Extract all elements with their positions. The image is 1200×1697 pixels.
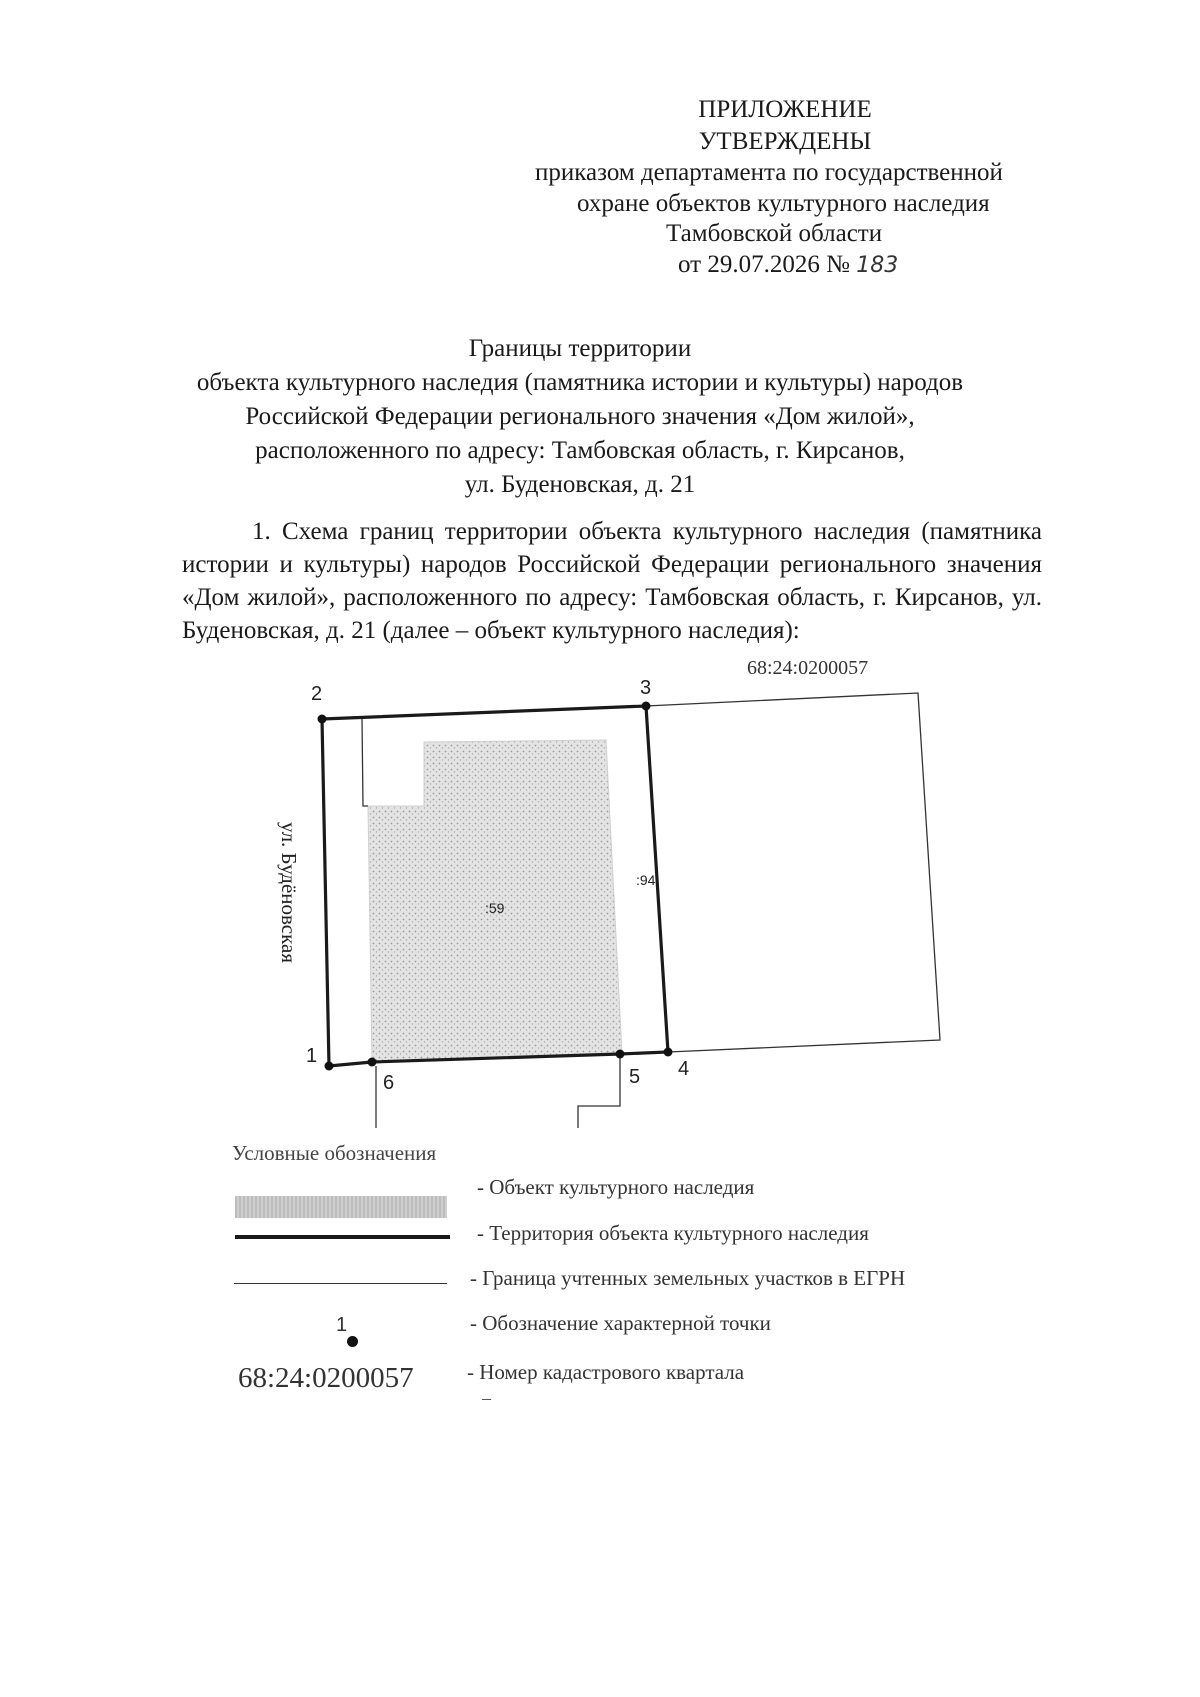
legend-point-sample-marker: [347, 1336, 358, 1347]
order-number-handwritten: 183: [856, 253, 899, 278]
title-line1: Границы территории: [468, 335, 692, 362]
header-date: [678, 249, 898, 282]
header-order-line2: охране объектов культурного наследия: [577, 190, 990, 217]
header-order-line1: приказом департамента по государственной: [535, 159, 1003, 186]
legend-item-heritage-object: - Объект культурного наследия: [477, 1175, 755, 1199]
legend-swatch-egrn-boundary: [234, 1283, 447, 1284]
title-line5: ул. Буденовская, д. 21: [464, 471, 696, 498]
legend-point-sample-label: 1: [336, 1314, 348, 1336]
boundary-scheme: [0, 640, 1200, 1140]
point-2-label: 2: [311, 683, 323, 705]
legend-item-characteristic-point: - Обозначение характерной точки: [470, 1311, 771, 1335]
legend-quarter-sample: 68:24:0200057: [238, 1362, 414, 1394]
point-1-label: 1: [306, 1045, 318, 1067]
title-line3: Российской Федерации регионального значения «Дом жилой»,: [245, 403, 915, 430]
legend-swatch-territory-boundary: [235, 1235, 450, 1239]
point-1-marker: [325, 1062, 334, 1071]
legend-trailing-dash: –: [482, 1388, 491, 1408]
quarter-label: 68:24:0200057: [747, 657, 869, 679]
point-5-label: 5: [629, 1066, 641, 1088]
title-line2: объекта культурного наследия (памятника истории и культуры) народов: [196, 369, 964, 396]
point-3-label: 3: [640, 677, 652, 699]
paragraph-1: [182, 515, 1042, 647]
legend-item-egrn-boundary: - Граница учтенных земельных участков в ЕГРН: [470, 1266, 906, 1290]
header-date-prefix: от 29.07.2026 №: [678, 251, 850, 278]
street-label: ул. Будёновская: [277, 822, 301, 963]
point-3-marker: [642, 702, 651, 711]
legend-title: Условные обозначения: [232, 1141, 437, 1165]
title: [150, 332, 1010, 502]
parcel-94-label: :94: [636, 872, 656, 888]
point-6-marker: [368, 1058, 377, 1067]
point-2-marker: [318, 715, 327, 724]
point-6-label: 6: [383, 1072, 395, 1094]
legend-swatch-heritage-object: [235, 1196, 447, 1218]
point-5-marker: [616, 1050, 625, 1059]
point-4-marker: [664, 1048, 673, 1057]
legend-item-cadastral-quarter: - Номер кадастрового квартала: [467, 1360, 745, 1384]
paragraph-1-text: 1. Схема границ территории объекта культурного наследия (памятника истории и культуры) народов Российской Федерации регионального значения «Дом жилой», расположенного по адресу: Тамбовская область, г. Кирсанов, ул. Буденовская, д. 21 (далее – объект культурного наследия):: [182, 518, 1042, 644]
header-appendix: ПРИЛОЖЕНИЕ: [698, 96, 872, 123]
header-approved: УТВЕРЖДЕНЫ: [698, 128, 872, 155]
header-order-line3: Тамбовской области: [666, 220, 883, 247]
point-4-label: 4: [678, 1058, 690, 1080]
parcel-59-label: :59: [485, 900, 505, 916]
legend-item-territory: - Территория объекта культурного наследия: [477, 1221, 869, 1245]
title-line4: расположенного по адресу: Тамбовская область, г. Кирсанов,: [255, 437, 905, 464]
